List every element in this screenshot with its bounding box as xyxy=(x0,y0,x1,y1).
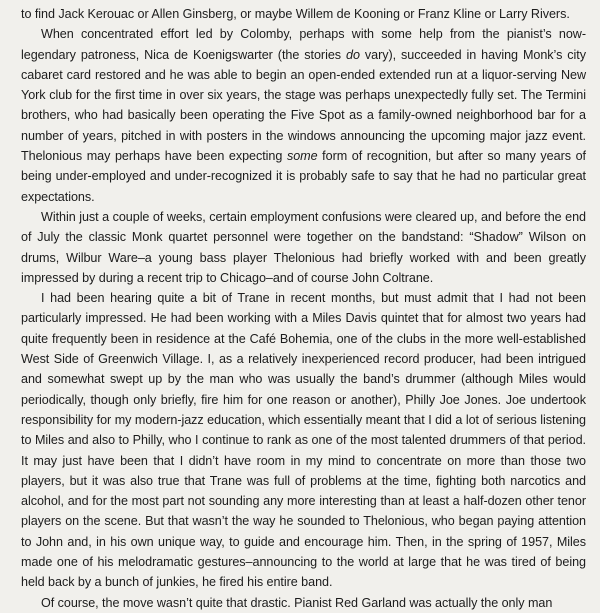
body-text xyxy=(21,4,586,613)
paragraph xyxy=(21,288,586,592)
emphasis-text: do xyxy=(346,47,360,62)
text-run: When concentrated effort led by Colomby, perhaps with some help from the pianist’s now-legendary patroness, Nica de Koenigswarter (the stories xyxy=(21,27,586,62)
text-run: form of recognition, but after so many years of being under-employed and under-recognized it is probably safe to say that he had no particular great expectations. xyxy=(21,149,586,204)
paragraph xyxy=(21,4,586,24)
text-run: I had been hearing quite a bit of Trane in recent months, but must admit that I had not been particularly impressed. He had been working with a Miles Davis quintet that for almost two years had quite frequently been in residence at the Café Bohemia, one of the clubs in the more well-established West Side of Greenwich Village. I, as a relatively inexperienced record producer, had been intrigued and somewhat swept up by the man who was usually the band’s drummer (although Miles would periodically, though only briefly, fire him for one reason or another), Philly Joe Jones. Joe undertook responsibility for my modern-jazz education, which essentially meant that I did a lot of serious listening to Miles and also to Philly, who I continue to rank as one of the most talented drummers of that period. It may just have been that I didn’t have room in my mind to concentrate on more than those two players, but it was also true that Trane was full of problems at the time, fighting both narcotics and alcohol, and for the most part not sounding any more interesting than at least a half-dozen other tenor players on the scene. But that wasn’t the way he sounded to Thelonious, who began paying attention to John and, in his own unique way, to guide and encourage him. Then, in the spring of 1957, Miles made one of his melodramatic gestures–announcing to the world at large that he was tired of being held back by a bunch of junkies, he fired his entire band. xyxy=(21,291,586,590)
text-run: vary), succeeded in having Monk’s city cabaret card restored and he was able to begin an open-ended extended run at a liquor-serving New York club for the first time in over six years, the stage was perhaps unexpectedly fully set. The Termini brothers, who had basically been operating the Five Spot as a family-owned neighborhood bar for a number of years, pitched in with posters in the windows announcing the upcoming major jazz event. Thelonious may perhaps have been expecting xyxy=(21,47,586,164)
text-run: Of course, the move wasn’t quite that drastic. Pianist Red Garland was actually the only man xyxy=(41,595,553,610)
paragraph xyxy=(21,24,586,207)
paragraph xyxy=(21,593,586,613)
text-run: to find Jack Kerouac or Allen Ginsberg, or maybe Willem de Kooning or Franz Kline or Larry Rivers. xyxy=(21,7,570,21)
paragraph xyxy=(21,207,586,288)
emphasis-text: some xyxy=(286,149,318,164)
text-run: Within just a couple of weeks, certain employment confusions were cleared up, and before the end of July the classic Monk quartet personnel were together on the bandstand: “Shadow” Wilson on drums, Wilbur Ware–a young bass player Thelonious had briefly worked with and been greatly impressed by during a recent trip to Chicago–and of course John Coltrane. xyxy=(21,209,586,285)
